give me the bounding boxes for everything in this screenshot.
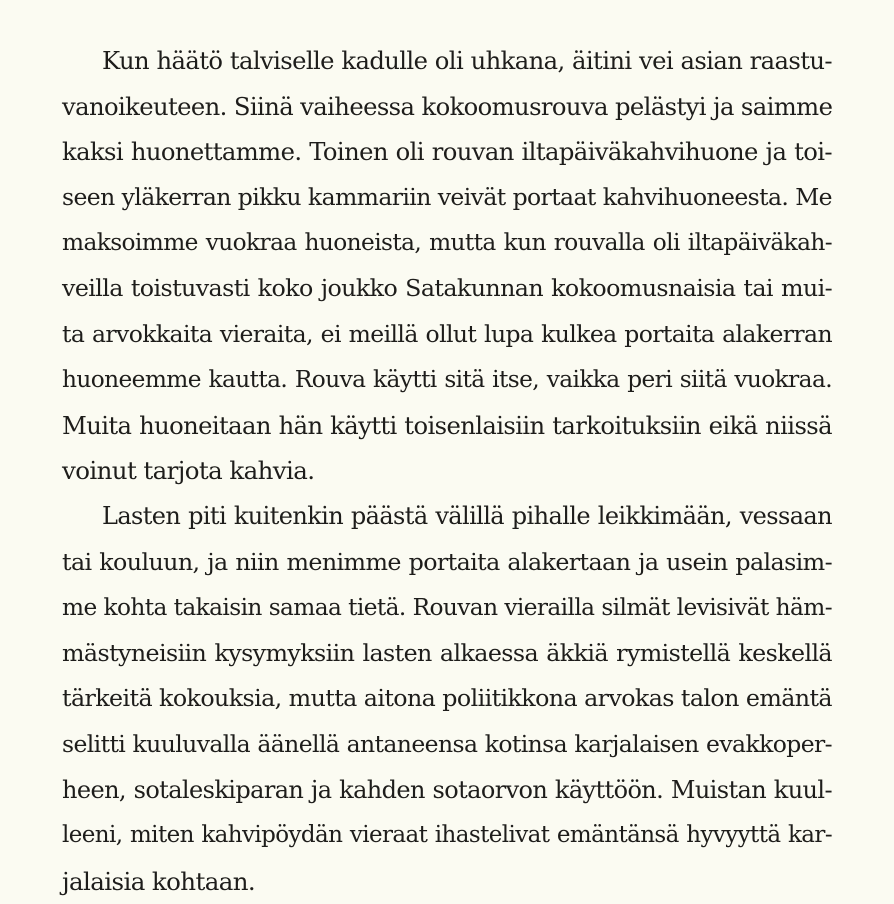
text-line: me kohta takaisin samaa tietä. Rouvan vierailla silmät levisivät häm- <box>62 594 832 622</box>
paragraph-2 <box>62 494 832 904</box>
text-line: seen yläkerran pikku kammariin veivät portaat kahvihuoneesta. Me <box>62 182 832 211</box>
text-line: Muita huoneitaan hän käytti toisenlaisiin tarkoituksiin eikä niissä <box>62 410 832 440</box>
text-line: tärkeitä kokouksia, mutta aitona poliitikkona arvokas talon emäntä <box>62 684 832 713</box>
text-line: mästyneisiin kysymyksiin lasten alkaessa äkkiä rymistellä keskellä <box>62 638 832 667</box>
text-line: selitti kuuluvalla äänellä antaneensa kotinsa karjalaisen evakkoper- <box>62 729 832 758</box>
text-line: maksoimme vuokraa huoneista, mutta kun rouvalla oli iltapäiväkah- <box>62 229 832 257</box>
text-line: ta arvokkaita vieraita, ei meillä ollut lupa kulkea portaita alakerran <box>62 319 832 348</box>
text-line: huoneemme kautta. Rouva käytti sitä itse, vaikka peri siitä vuokraa. <box>62 366 832 394</box>
text-line: voinut tarjota kahvia. <box>62 456 315 486</box>
body-text <box>62 38 832 904</box>
text-line: kaksi huonettamme. Toinen oli rouvan iltapäiväkahvihuone ja toi- <box>62 137 832 167</box>
text-line: heen, sotaleskiparan ja kahden sotaorvon käyttöön. Muistan kuul- <box>62 775 832 804</box>
text-line: vanoikeuteen. Siinä vaiheessa kokoomusrouva pelästyi ja saimme <box>62 91 833 121</box>
paragraph-1 <box>62 38 832 494</box>
text-line: veilla toistuvasti koko joukko Satakunnan kokoomusnaisia tai mui- <box>62 273 832 302</box>
text-line: Lasten piti kuitenkin päästä välillä pihalle leikkimään, vessaan <box>102 501 832 530</box>
text-line: jalaisia kohtaan. <box>62 866 256 896</box>
text-line: leeni, miten kahvipöydän vieraat ihastelivat emäntänsä hyvyyttä kar- <box>62 822 832 849</box>
text-line: Kun häätö talviselle kadulle oli uhkana, äitini vei asian raastu- <box>102 46 832 75</box>
text-line: tai kouluun, ja niin menimme portaita alakertaan ja usein palasim- <box>62 547 832 576</box>
